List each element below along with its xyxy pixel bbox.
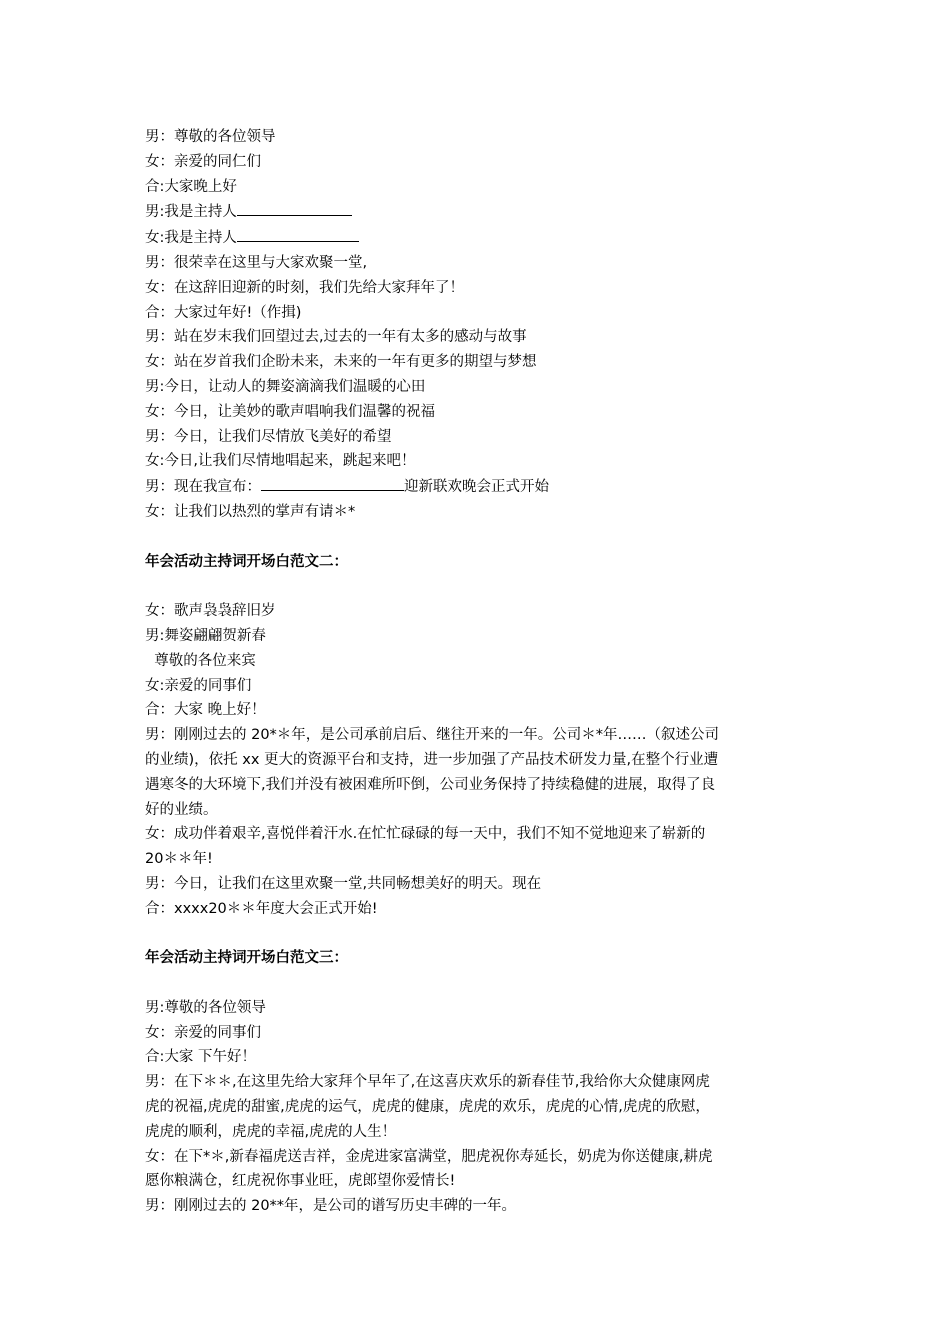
text-line: 女：歌声袅袅辞旧岁 [145, 603, 276, 620]
text-line: 女：让我们以热烈的掌声有请＊* [145, 503, 356, 520]
text-segment: 男：现在我宣布： [145, 479, 261, 496]
text-line: 20＊＊年! [145, 851, 213, 868]
text-line: 虎的祝福,虎虎的甜蜜,虎虎的运气，虎虎的健康，虎虎的欢乐，虎虎的心情,虎虎的欣慰， [145, 1099, 710, 1116]
text-line-with-blank [145, 199, 810, 225]
text-line-with-blank [145, 225, 810, 251]
fill-in-blank [237, 225, 359, 242]
text-line: 合:大家晚上好 [145, 178, 237, 195]
fill-in-blank [261, 474, 404, 491]
section-heading: 年会活动主持词开场白范文二： [145, 553, 348, 570]
text-line: 男:尊敬的各位领导 [145, 999, 266, 1016]
section-1 [145, 125, 810, 525]
text-line: 女:亲爱的同事们 [145, 677, 252, 694]
text-line: 男：今日，让我们尽情放飞美好的希望 [145, 428, 392, 445]
text-line: 男：很荣幸在这里与大家欢聚一堂, [145, 254, 368, 271]
text-line: 合:大家 下午好！ [145, 1049, 256, 1066]
text-line: 合：大家过年好!（作揖) [145, 304, 302, 321]
section-2 [145, 550, 810, 922]
text-line: 男：站在岁末我们回望过去,过去的一年有太多的感动与故事 [145, 329, 527, 346]
text-line: 男：尊敬的各位领导 [145, 129, 276, 145]
section-heading: 年会活动主持词开场白范文三： [145, 950, 348, 967]
text-line: 女:今日,让我们尽情地唱起来，跳起来吧！ [145, 453, 416, 470]
text-segment: 女:我是主持人 [145, 230, 237, 247]
fill-in-blank [237, 199, 352, 216]
text-line: 的业绩)，依托 xx 更大的资源平台和支持，进一步加强了产品技术研发力量,在整个行业遭 [145, 751, 719, 768]
text-line: 女：亲爱的同仁们 [145, 153, 261, 170]
text-line: 女：站在岁首我们企盼未来，未来的一年有更多的期望与梦想 [145, 354, 537, 371]
text-line: 尊敬的各位来宾 [145, 652, 256, 669]
text-line: 女：在这辞旧迎新的时刻，我们先给大家拜年了！ [145, 279, 464, 296]
text-line: 愿你粮满仓，红虎祝你事业旺，虎郎望你爱情长! [145, 1173, 456, 1190]
text-line-with-blank [145, 474, 810, 500]
text-line: 男:今日，让动人的舞姿滴滴我们温暖的心田 [145, 378, 426, 395]
text-line: 男：今日，让我们在这里欢聚一堂,共同畅想美好的明天。现在 [145, 875, 542, 892]
text-segment: 男:我是主持人 [145, 204, 237, 221]
text-line: 虎虎的顺利，虎虎的幸福,虎虎的人生！ [145, 1123, 397, 1140]
section-3 [145, 946, 810, 1219]
text-segment: 迎新联欢晚会正式开始 [404, 479, 549, 496]
text-line: 男:舞姿翩翩贺新春 [145, 627, 266, 644]
text-line: 合：大家 晚上好！ [145, 702, 266, 719]
text-line: 女：亲爱的同事们 [145, 1024, 261, 1041]
document-page [145, 125, 810, 1219]
text-line: 合：xxxx20＊＊年度大会正式开始! [145, 900, 378, 917]
text-line: 好的业绩。 [145, 801, 218, 818]
text-line: 女：今日，让美妙的歌声唱响我们温馨的祝福 [145, 403, 435, 420]
text-line: 女：在下*＊,新春福虎送吉祥，金虎进家富满堂，肥虎祝你寿延长，奶虎为你送健康,耕虎 [145, 1148, 713, 1165]
text-line: 男：在下＊＊,在这里先给大家拜个早年了,在这喜庆欢乐的新春佳节,我给你大众健康网虎 [145, 1074, 710, 1091]
text-line: 遇寒冬的大环境下,我们并没有被困难所吓倒，公司业务保持了持续稳健的进展，取得了良 [145, 776, 716, 793]
text-line: 男：刚刚过去的 20**年，是公司的谱写历史丰碑的一年。 [145, 1198, 517, 1215]
text-line: 男：刚刚过去的 20*＊年，是公司承前启后、继往开来的一年。公司＊*年……（叙述公司 [145, 727, 720, 744]
text-line: 女：成功伴着艰辛,喜悦伴着汗水.在忙忙碌碌的每一天中，我们不知不觉地迎来了崭新的 [145, 826, 706, 843]
